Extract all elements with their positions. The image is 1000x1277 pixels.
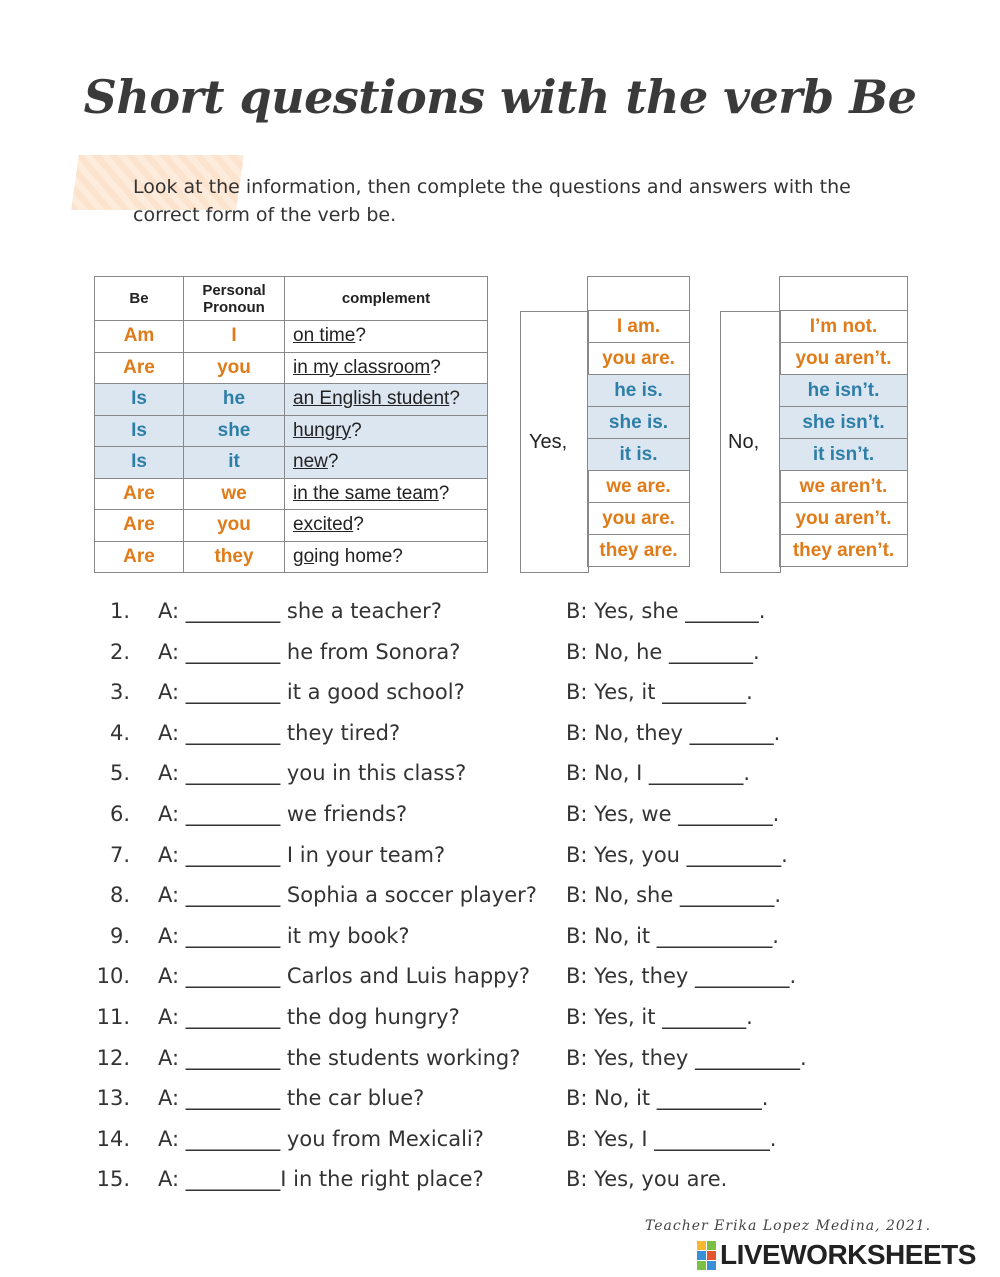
be-table	[94, 276, 488, 573]
table-row	[95, 352, 488, 384]
answer-line[interactable]: B: Yes, I ___________.	[566, 1126, 777, 1151]
complement-rest: ?	[438, 482, 450, 504]
pronoun-cell: I	[184, 321, 285, 353]
question-line[interactable]: A: _________ it my book?	[158, 923, 410, 948]
exercise-number: 7.	[109, 842, 130, 867]
teacher-credit: Teacher Erika Lopez Medina, 2021.	[645, 1218, 932, 1234]
question-line[interactable]: A: _________ she a teacher?	[158, 599, 442, 623]
exercise-number: 6.	[109, 802, 130, 826]
header-pronoun: Personal Pronoun	[184, 277, 285, 321]
answer-cell: you are.	[588, 503, 690, 535]
answer-line[interactable]: B: Yes, it ________.	[566, 680, 753, 705]
exercise-item	[0, 843, 1000, 883]
be-cell: Is	[95, 447, 184, 479]
instructions: Look at the information, then complete the questions and answers with the correct form of the verb be.	[133, 176, 851, 226]
complement-underlined: excited	[293, 514, 354, 536]
complement-underlined: on time	[293, 325, 356, 347]
answer-cell: I’m not.	[780, 311, 908, 343]
complement-underlined: an English student	[293, 388, 450, 410]
answer-line[interactable]: B: No, it __________.	[566, 1086, 769, 1111]
complement-underlined: in the same team	[293, 482, 439, 504]
complement-rest: ?	[449, 388, 460, 410]
exercise-item	[0, 680, 1000, 720]
be-cell: Are	[95, 541, 184, 573]
question-line[interactable]: A: _________ the dog hungry?	[158, 1005, 460, 1029]
exercise-number: 14.	[96, 1126, 130, 1151]
answer-cell: you are.	[588, 343, 690, 375]
header-complement: complement	[285, 277, 488, 321]
table-row	[95, 321, 488, 353]
exercise-number: 11.	[96, 1005, 130, 1029]
be-cell: Are	[95, 510, 184, 542]
answer-line[interactable]: B: Yes, you are.	[566, 1167, 728, 1192]
exercise-item	[0, 883, 1000, 923]
answer-line[interactable]: B: No, he ________.	[566, 639, 760, 664]
no-label: No,	[728, 431, 760, 453]
complement-cell	[285, 384, 488, 416]
question-line[interactable]: A: _________ you in this class?	[158, 761, 467, 786]
yes-answers-column	[587, 276, 690, 567]
answer-cell: we are.	[588, 471, 690, 503]
question-line[interactable]: A: _________I in the right place?	[158, 1167, 484, 1192]
answer-line[interactable]: B: Yes, she _______.	[566, 599, 766, 623]
answer-cell: they aren’t.	[780, 535, 908, 567]
answer-cell: it isn’t.	[780, 439, 908, 471]
complement-cell	[285, 415, 488, 447]
exercise-number: 13.	[96, 1086, 130, 1111]
exercise-number: 15.	[96, 1167, 130, 1192]
exercise-item	[0, 924, 1000, 964]
answer-line[interactable]: B: No, I _________.	[566, 761, 751, 786]
be-cell: Are	[95, 478, 184, 510]
question-line[interactable]: A: _________ we friends?	[158, 802, 408, 826]
answer-line[interactable]: B: No, it ___________.	[566, 923, 779, 948]
liveworksheets-logo[interactable]	[697, 1239, 976, 1271]
exercise-number: 5.	[109, 761, 130, 786]
complement-rest: ?	[355, 325, 366, 347]
complement-cell	[285, 541, 488, 573]
answer-line[interactable]: B: No, she _________.	[566, 883, 782, 908]
answer-line[interactable]: B: Yes, we _________.	[566, 802, 780, 826]
exercise-item	[0, 1046, 1000, 1086]
answer-header-cell	[588, 277, 690, 311]
answer-line[interactable]: B: Yes, it ________.	[566, 1005, 753, 1029]
answer-cell: you aren’t.	[780, 503, 908, 535]
complement-cell	[285, 478, 488, 510]
be-cell: Is	[95, 384, 184, 416]
exercise-number: 9.	[109, 923, 130, 948]
question-line[interactable]: A: _________ Sophia a soccer player?	[158, 883, 537, 908]
pronoun-cell: she	[184, 415, 285, 447]
table-row	[95, 541, 488, 573]
answer-cell: it is.	[588, 439, 690, 471]
answer-line[interactable]: B: Yes, they _________.	[566, 964, 797, 989]
table-row	[95, 478, 488, 510]
pronoun-cell: they	[184, 541, 285, 573]
complement-cell	[285, 321, 488, 353]
answer-cell: she is.	[588, 407, 690, 439]
complement-underlined: go	[293, 545, 315, 567]
question-line[interactable]: A: _________ I in your team?	[158, 842, 446, 867]
exercise-item	[0, 802, 1000, 842]
complement-cell	[285, 352, 488, 384]
question-line[interactable]: A: _________ it a good school?	[158, 680, 465, 705]
exercise-number: 1.	[109, 599, 130, 623]
exercise-item	[0, 640, 1000, 680]
exercise-item	[0, 964, 1000, 1004]
exercise-number: 4.	[109, 720, 130, 745]
answer-cell: they are.	[588, 535, 690, 567]
complement-underlined: hungry	[293, 419, 352, 441]
exercise-item	[0, 599, 1000, 639]
answer-line[interactable]: B: No, they ________.	[566, 720, 781, 745]
answer-cell: he isn’t.	[780, 375, 908, 407]
pronoun-cell: you	[184, 510, 285, 542]
exercise-item	[0, 1167, 1000, 1207]
exercise-item	[0, 721, 1000, 761]
answer-cell: we aren’t.	[780, 471, 908, 503]
page-title: Short questions with the verb Be	[83, 70, 917, 124]
table-row	[95, 510, 488, 542]
complement-rest: ?	[327, 451, 339, 473]
question-line[interactable]: A: _________ the car blue?	[158, 1086, 425, 1111]
table-row	[95, 447, 488, 479]
exercise-item	[0, 1005, 1000, 1045]
pronoun-cell: it	[184, 447, 285, 479]
complement-rest: ing home?	[314, 545, 403, 567]
complement-cell	[285, 447, 488, 479]
answer-cell: you aren’t.	[780, 343, 908, 375]
exercise-number: 10.	[96, 964, 130, 989]
pronoun-cell: we	[184, 478, 285, 510]
complement-rest: ?	[353, 514, 364, 536]
be-cell: Am	[95, 321, 184, 353]
complement-cell	[285, 510, 488, 542]
be-cell: Are	[95, 352, 184, 384]
exercise-item	[0, 761, 1000, 801]
pronoun-cell: he	[184, 384, 285, 416]
header-be: Be	[95, 277, 184, 321]
exercise-number: 12.	[96, 1045, 130, 1070]
exercise-number: 8.	[109, 883, 130, 908]
question-line[interactable]: A: _________ you from Mexicali?	[158, 1126, 484, 1151]
be-cell: Is	[95, 415, 184, 447]
answer-cell: she isn’t.	[780, 407, 908, 439]
exercise-number: 3.	[109, 680, 130, 705]
question-line[interactable]: A: _________ he from Sonora?	[158, 639, 461, 664]
question-line[interactable]: A: _________ the students working?	[158, 1045, 521, 1070]
yes-label: Yes,	[529, 431, 568, 453]
table-header-row	[95, 277, 488, 321]
answer-line[interactable]: B: Yes, you _________.	[566, 842, 788, 867]
no-answers-column	[779, 276, 908, 567]
question-line[interactable]: A: _________ Carlos and Luis happy?	[158, 964, 531, 989]
answer-line[interactable]: B: Yes, they __________.	[566, 1045, 807, 1070]
complement-underlined: in my classroom	[293, 356, 431, 378]
table-row	[95, 384, 488, 416]
complement-rest: ?	[351, 419, 362, 441]
answer-header-cell	[780, 277, 908, 311]
exercise-item	[0, 1086, 1000, 1126]
answer-cell: I am.	[588, 311, 690, 343]
answer-cell: he is.	[588, 375, 690, 407]
pronoun-cell: you	[184, 352, 285, 384]
exercise-number: 2.	[109, 639, 130, 664]
exercise-item	[0, 1127, 1000, 1167]
question-line[interactable]: A: _________ they tired?	[158, 720, 401, 745]
complement-underlined: new	[293, 451, 328, 473]
table-row	[95, 415, 488, 447]
logo-icon	[697, 1241, 716, 1270]
logo-text: LIVEWORKSHEETS	[720, 1239, 976, 1270]
complement-rest: ?	[430, 356, 441, 378]
